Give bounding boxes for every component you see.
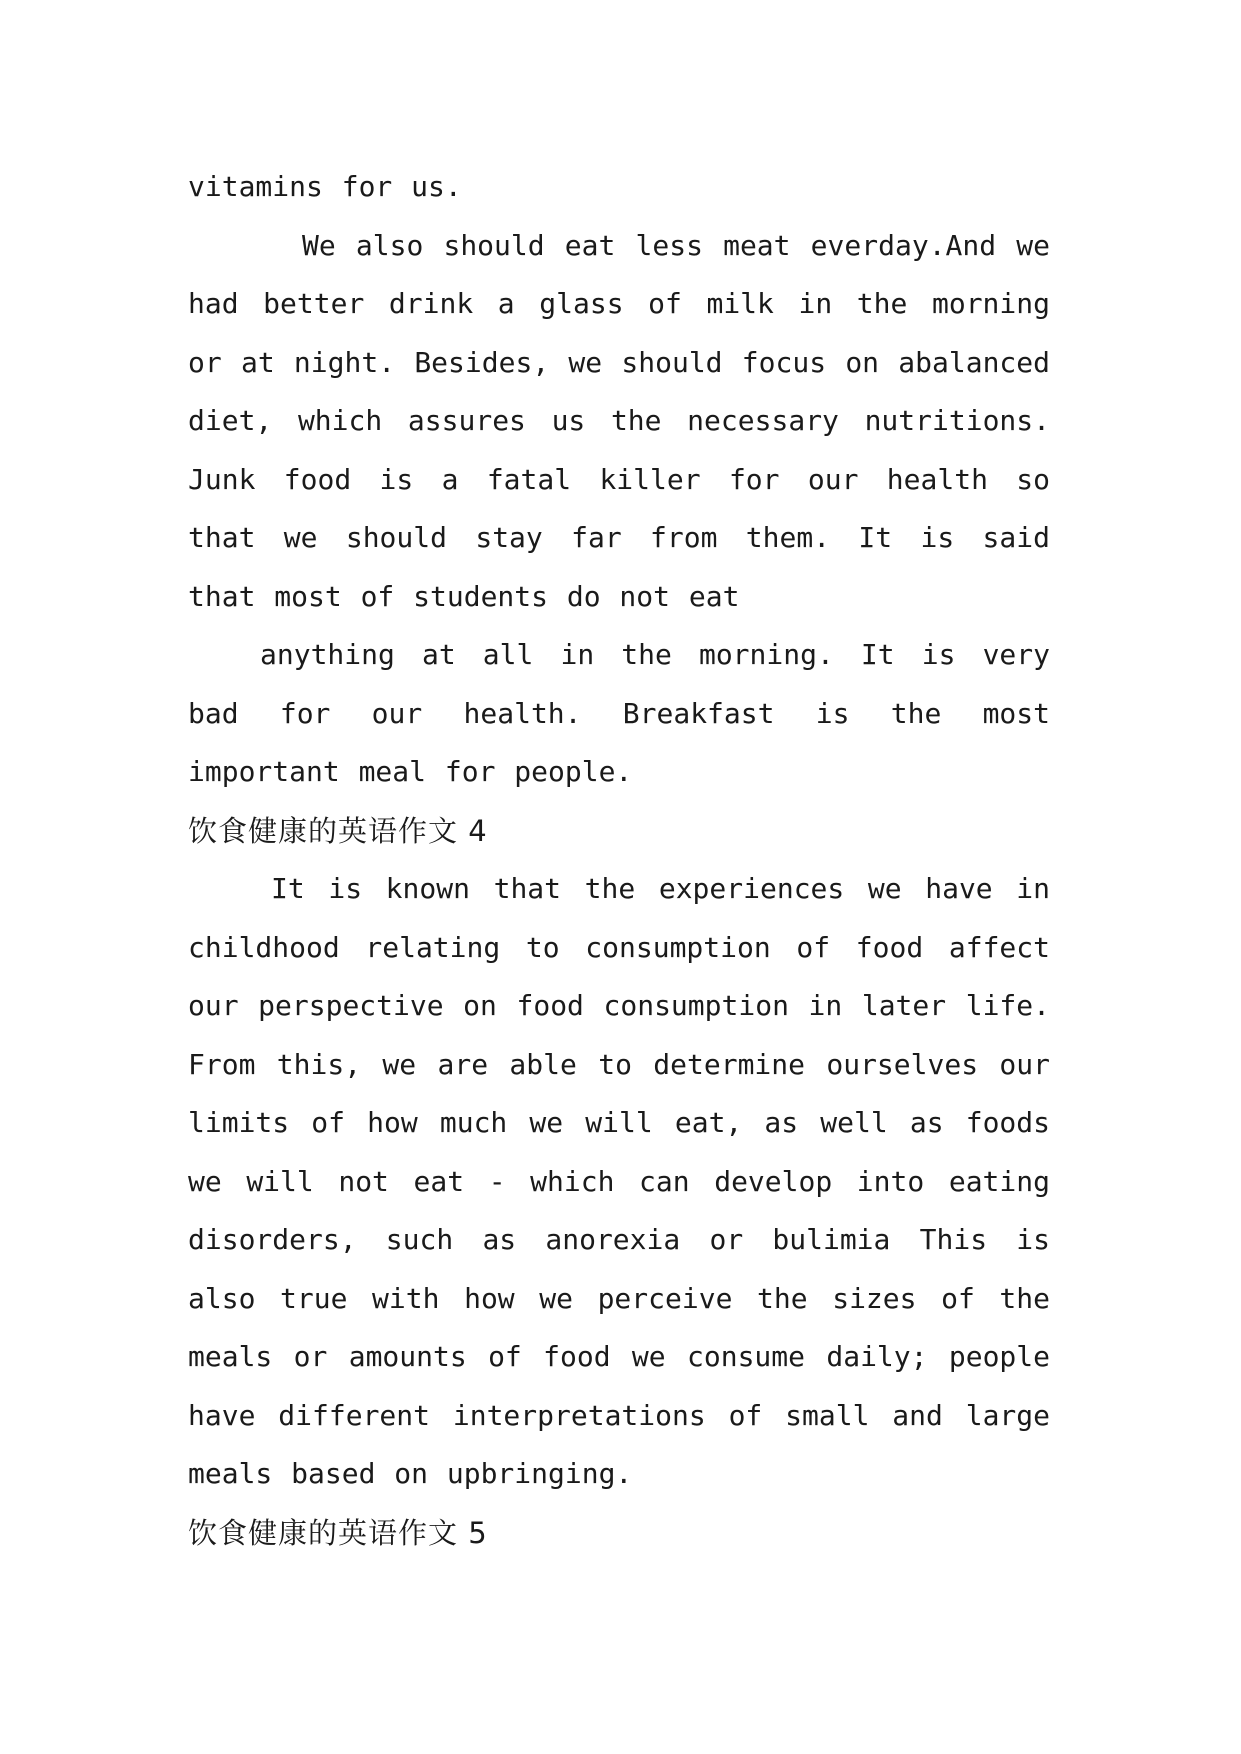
paragraph-vitamins-end: vitamins for us. <box>188 170 462 203</box>
section-heading-4: 饮食健康的英语作文 4 <box>188 813 488 848</box>
document-body <box>188 158 1050 1562</box>
paragraph-meat-milk: We also should eat less meat everday.And we had better drink a glass of milk in the morning or at night. Besides, we should focus on abalanced diet, which assures us the necessary nutritions. Junk food is a fatal killer for our health so that we should stay far from them. It is said that most of students do not eat <box>188 228 1050 613</box>
section-heading-5: 饮食健康的英语作文 5 <box>188 1515 488 1550</box>
paragraph-breakfast: anything at all in the morning. It is very bad for our health. Breakfast is the most important meal for people. <box>188 638 1050 788</box>
paragraph-childhood-food: It is known that the experiences we have in childhood relating to consumption of food affect our perspective on food consumption in later life. From this, we are able to determine ourselves our limits of how much we will eat, as well as foods we will not eat - which can develop into eating disorders, such as anorexia or bulimia This is also true with how we perceive the sizes of the meals or amounts of food we consume daily; people have different interpretations of small and large meals based on upbringing. <box>188 872 1050 1490</box>
